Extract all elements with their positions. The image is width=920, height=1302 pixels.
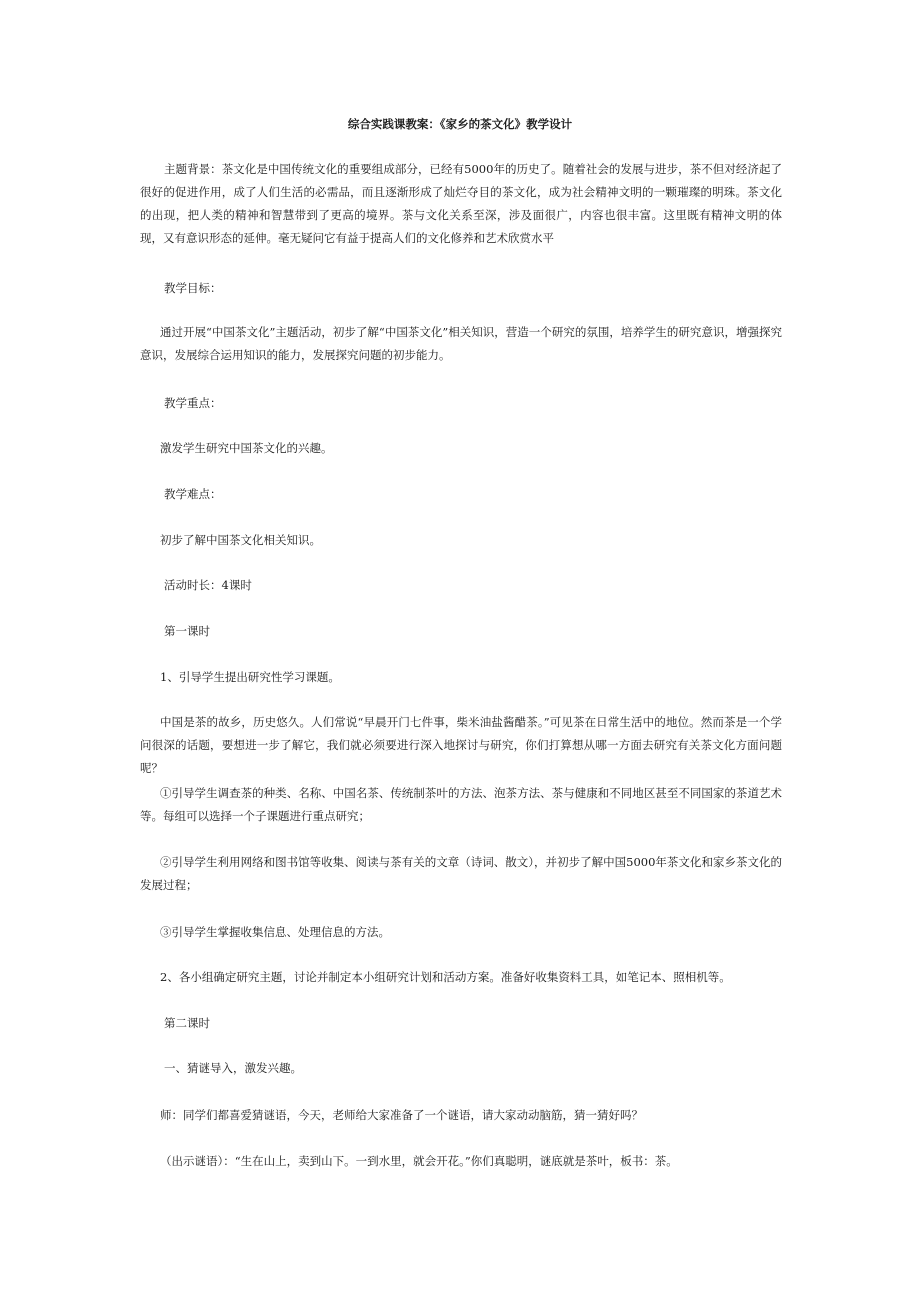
paragraph-item-3: ③引导学生掌握收集信息、处理信息的方法。	[160, 925, 390, 939]
paragraph-teacher: 师：同学们都喜爱猜谜语，今天，老师给大家准备了一个谜语，请大家动动脑筋，猜一猜好吗？	[160, 1108, 643, 1122]
paragraph-difficulty: 初步了解中国茶文化相关知识。	[160, 533, 321, 547]
heading-key-point: 教学重点：	[164, 396, 222, 410]
paragraph-intro: 中国是茶的故乡，历史悠久。人们常说“早晨开门七件事，柴米油盐酱醋茶。”可见茶在日常生活中的地位。然而茶是一个学问很深的话题，要想进一步了解它，我们就必须要进行深入地探讨与研究，你们打算想从哪一方面去研究有关茶文化方面问题呢？	[140, 715, 782, 775]
paragraph-item-2: ②引导学生利用网络和图书馆等收集、阅读与茶有关的文章（诗词、散文），并初步了解中国5000年茶文化和家乡茶文化的发展过程；	[140, 855, 782, 892]
paragraph-goals: 通过开展“中国茶文化”主题活动，初步了解“中国茶文化”相关知识，营造一个研究的氛围，培养学生的研究意识，增强探究意识，发展综合运用知识的能力，发展探究问题的初步能力。	[140, 325, 782, 362]
heading-difficulty: 教学难点：	[164, 487, 222, 501]
paragraph-key-point: 激发学生研究中国茶文化的兴趣。	[160, 441, 333, 455]
document-title: 综合实践课教案：《家乡的茶文化》教学设计	[347, 117, 573, 131]
heading-lesson-2: 第二课时	[164, 1016, 210, 1030]
paragraph-riddle: （出示谜语）：“生在山上，卖到山下。一到水里，就会开花。”你们真聪明，谜底就是茶叶，板书：茶。	[160, 1154, 678, 1168]
heading-goals: 教学目标：	[164, 281, 222, 295]
paragraph-step-1: 1、引导学生提出研究性学习课题。	[160, 670, 340, 684]
paragraph-background: 主题背景：茶文化是中国传统文化的重要组成部分，已经有5000年的历史了。随着社会的发展与进步，茶不但对经济起了很好的促进作用，成了人们生活的必需品，而且逐渐形成了灿烂夺目的茶文化，成为社会精神文明的一颗璀璨的明珠。茶文化的出现，把人类的精神和智慧带到了更高的境界。茶与文化关系至深，涉及面很广，内容也很丰富。这里既有精神文明的体现，又有意识形态的延伸。毫无疑问它有益于提高人们的文化修养和艺术欣赏水平	[140, 162, 782, 245]
paragraph-duration: 活动时长：4课时	[164, 578, 252, 592]
heading-lesson-1: 第一课时	[164, 624, 210, 638]
paragraph-step-2: 2、各小组确定研究主题，讨论并制定本小组研究计划和活动方案。准备好收集资料工具，如笔记本、照相机等。	[160, 970, 731, 984]
heading-riddle: 一、猜谜导入，激发兴趣。	[164, 1061, 302, 1075]
paragraph-item-1: ①引导学生调查茶的种类、名称、中国名茶、传统制茶叶的方法、泡茶方法、茶与健康和不同地区甚至不同国家的茶道艺术等。每组可以选择一个子课题进行重点研究；	[140, 786, 782, 823]
